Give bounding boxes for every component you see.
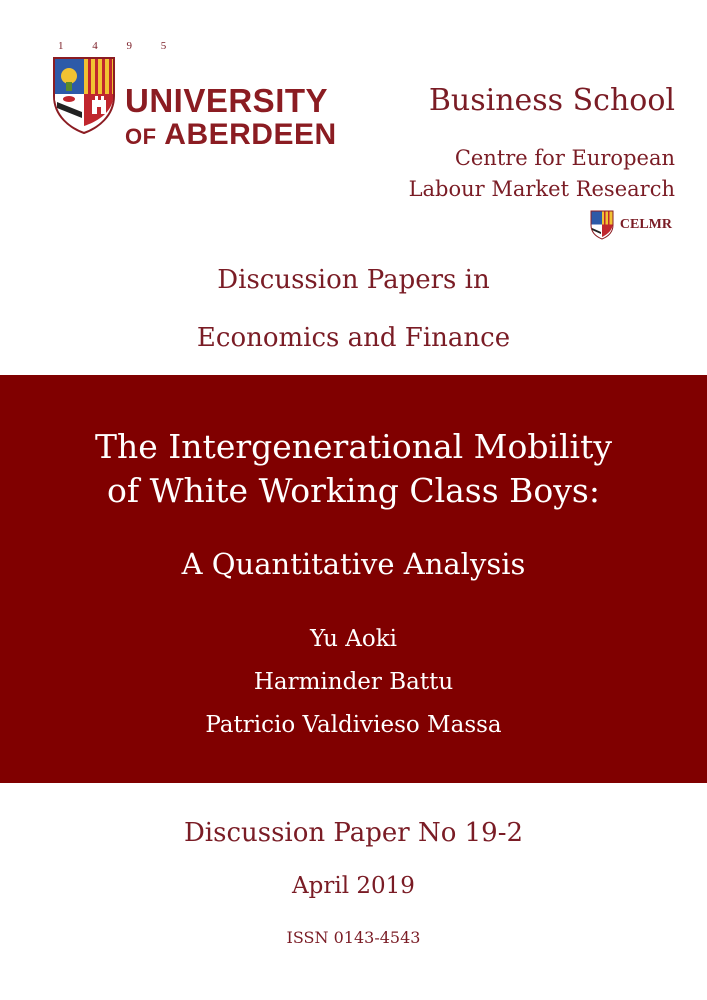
- university-logo: [52, 40, 352, 150]
- university-name-line2: [125, 120, 337, 150]
- university-name-line1: UNIVERSITY: [125, 82, 329, 119]
- series-title-line1: Discussion Papers in: [217, 265, 490, 295]
- celmr-label: CELMR: [619, 217, 672, 232]
- paper-title-line2: of White Working Class Boys:: [107, 471, 600, 510]
- centre-name-line2: Labour Market Research: [408, 177, 675, 201]
- paper-title-line1: The Intergenerational Mobility: [94, 427, 613, 466]
- university-crest-icon: [52, 56, 116, 134]
- paper-subtitle: A Quantitative Analysis: [181, 547, 526, 581]
- business-school-heading: Business School: [428, 83, 675, 118]
- centre-name: [409, 143, 675, 205]
- university-name-of: OF: [125, 124, 157, 149]
- series-title-line2: Economics and Finance: [196, 323, 511, 353]
- author-name: Yu Aoki: [309, 626, 398, 652]
- issn: ISSN 0143-4543: [286, 928, 421, 947]
- author-name: Harminder Battu: [253, 669, 454, 695]
- paper-date: April 2019: [292, 873, 415, 899]
- celmr-logo: [590, 210, 672, 240]
- author-list: [0, 618, 707, 747]
- paper-title: [0, 425, 707, 513]
- founding-year: 1 4 9 5: [58, 40, 180, 52]
- title-band: [0, 375, 707, 783]
- paper-number: Discussion Paper No 19-2: [183, 818, 524, 848]
- centre-name-line1: Centre for European: [454, 146, 675, 170]
- university-name-aberdeen: ABERDEEN: [164, 118, 337, 151]
- celmr-crest-icon: [590, 210, 614, 240]
- author-name: Patricio Valdivieso Massa: [205, 712, 502, 738]
- university-name: [125, 84, 337, 150]
